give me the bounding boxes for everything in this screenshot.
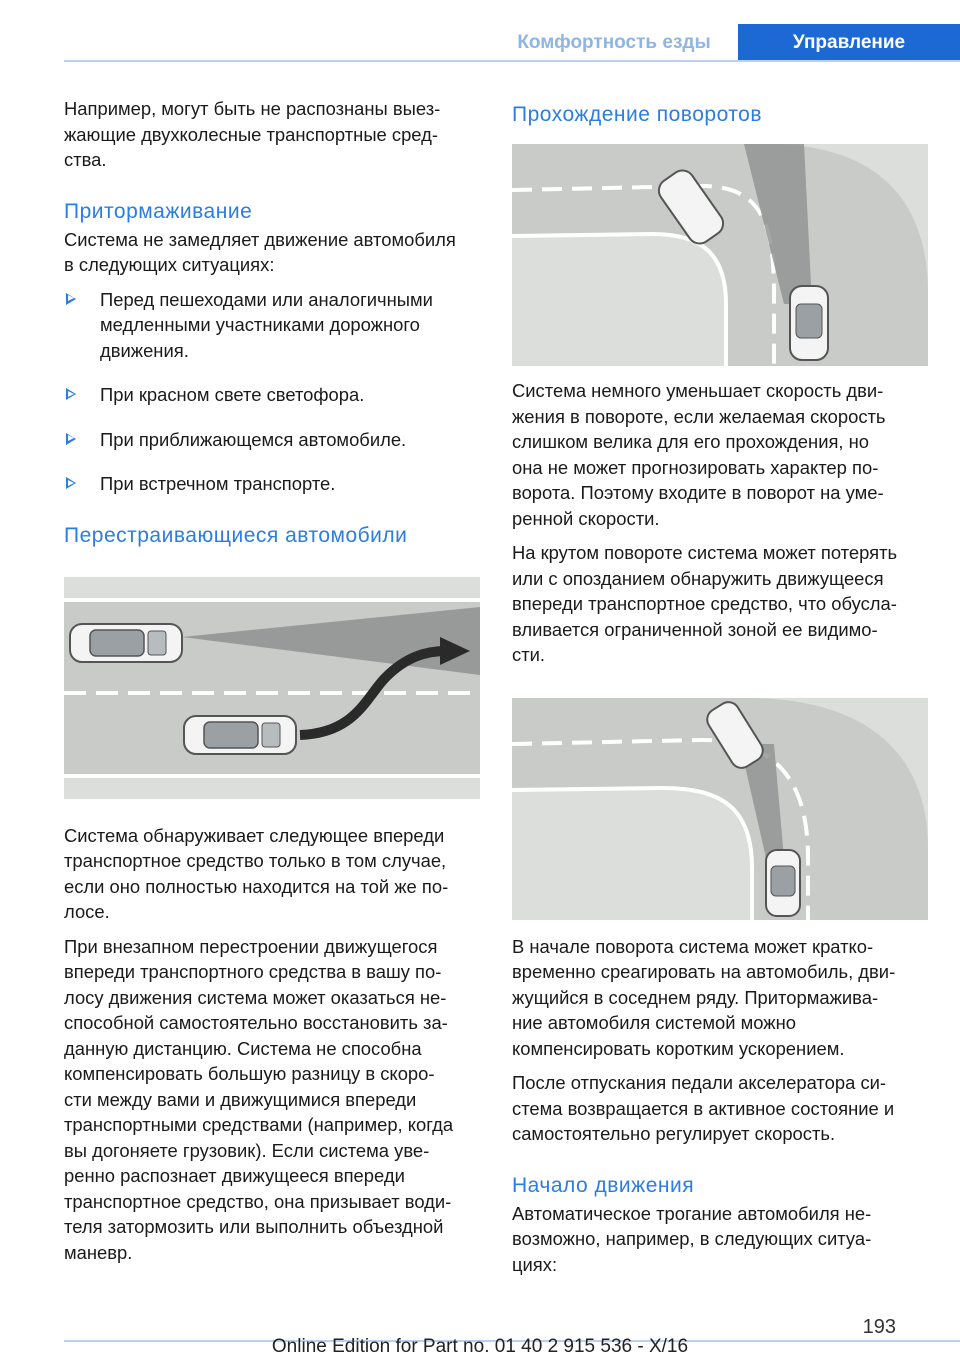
- bullet-triangle-icon: [66, 477, 76, 489]
- header-section-tab: Комфортность езды: [517, 32, 711, 53]
- footer-edition: Online Edition for Part no. 01 40 2 915 536 - X/16: [271, 1336, 689, 1357]
- curves-paragraph-3: В начале поворота система может кратко- временно среагировать на автомобиль, дви- жущийся в соседнем ряду. Притормажива- ние автомобиля системой можно компенсировать коротким ускорением.: [512, 935, 896, 1059]
- lane-change-paragraph-1: Система обнаруживает следующее впереди транспортное средство только в том случае, если оно полностью находится на той же по- лосе.: [64, 824, 449, 922]
- lane-change-heading: Перестраивающиеся автомобили: [64, 523, 408, 547]
- header-rule: [64, 60, 960, 62]
- bullet-item: При красном свете светофора.: [64, 382, 482, 408]
- curves-paragraph-2: На крутом повороте система может потерять или с опозданием обнаружить движущееся впереди транспортное средство, что обусла- вливается ограниченной зоной ее видимо- сти.: [512, 542, 898, 665]
- start-paragraph: Автоматическое трогание автомобиля не- возможно, например, в следующих ситуа- циях:: [512, 1202, 872, 1275]
- car-icon: [184, 716, 296, 754]
- right-column: [512, 96, 932, 1286]
- bullet-triangle-icon: [66, 433, 76, 445]
- car-icon: [70, 624, 182, 662]
- bullet-item: При приближающемся автомобиле.: [64, 427, 482, 453]
- car-icon: [766, 850, 800, 916]
- curve-illustration-2: [512, 698, 928, 920]
- left-column: [64, 96, 482, 1274]
- braking-paragraph: Система не замедляет движение автомобиля в следующих ситуациях:: [64, 228, 456, 275]
- curves-heading: Прохождение поворотов: [512, 103, 763, 126]
- page-number: 193: [862, 1316, 896, 1338]
- lane-change-illustration: [64, 577, 480, 799]
- lane-change-paragraph-2: При внезапном перестроении движущегося впереди транспортного средства в вашу по- лосу движения система может оказаться не- способной самостоятельно восстановить за- данную дистанцию. Система не способна компенсировать большую разницу в скоро- сти между вами и движущимися впереди транспортными средствами (например, когда вы догоняете грузовик). Если система уве- ренно распознает движущееся впереди транспортное средство, она призывает води- теля затормозить или выполнить объездной маневр.: [64, 935, 454, 1263]
- braking-bullet-list: [64, 287, 482, 497]
- bullet-triangle-icon: [66, 293, 76, 305]
- header-chapter-tab: Управление: [738, 24, 960, 62]
- curves-paragraph-1: Система немного уменьшает скорость дви- жения в повороте, если желаемая скорость слишком велика для его прохождения, но она не может прогнозировать характер по- ворота. Поэтому входите в поворот на уме- ренной скорости.: [512, 380, 886, 529]
- bullet-triangle-icon: [66, 388, 76, 400]
- car-icon: [790, 286, 828, 360]
- braking-heading: Притормаживание: [64, 199, 253, 223]
- bullet-item: При встречном транспорте.: [64, 471, 482, 497]
- intro-paragraph: Например, могут быть не распознаны выез- жающие двухколесные транспортные сред- ства.: [64, 98, 441, 170]
- bullet-item: Перед пешеходами или аналогичными медленными участниками дорожного движения.: [64, 287, 482, 364]
- start-heading: Начало движения: [512, 1173, 695, 1197]
- curve-illustration-1: [512, 144, 928, 366]
- curves-paragraph-4: После отпускания педали акселератора си- стема возвращается в активное состояние и самостоятельно регулирует скорость.: [512, 1072, 895, 1144]
